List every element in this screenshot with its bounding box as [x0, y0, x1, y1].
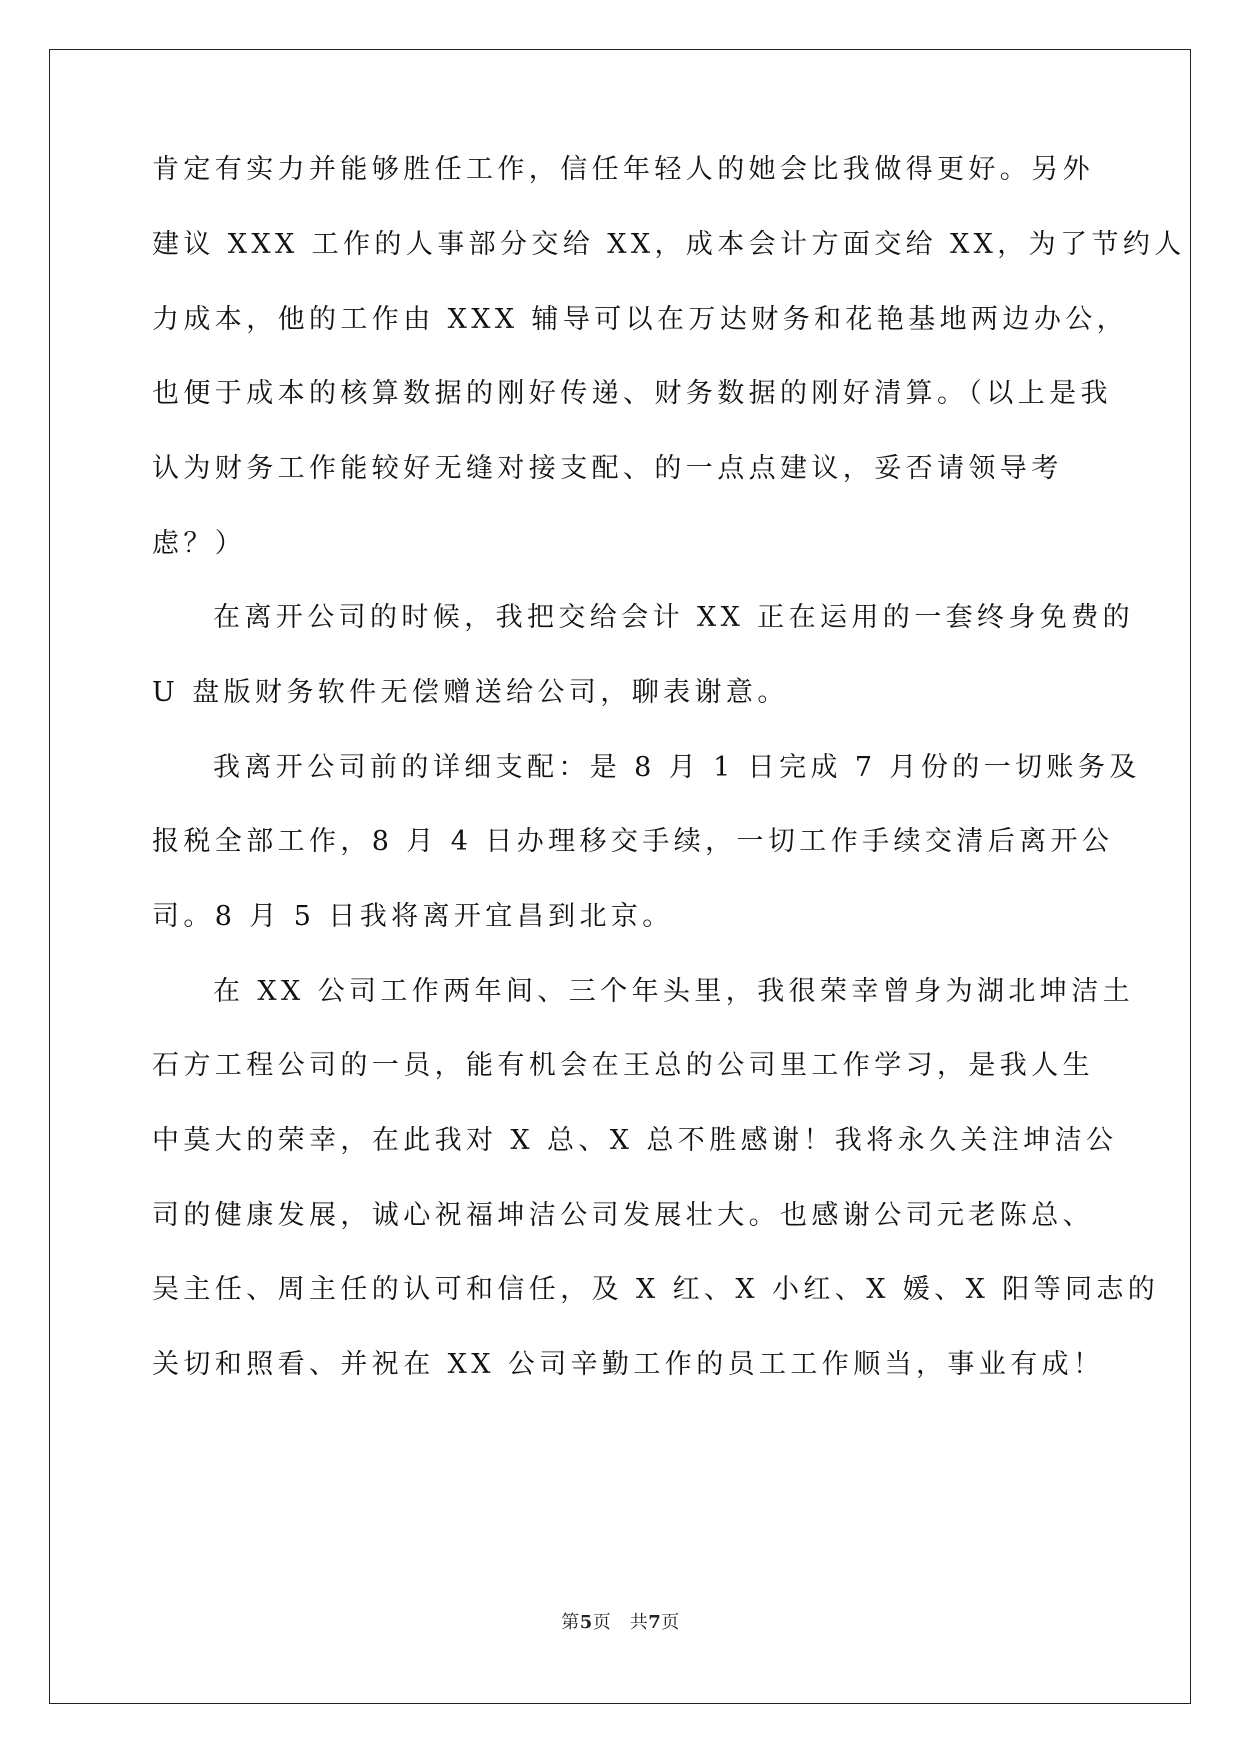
body-line-9: 我离开公司前的详细支配：是 8 月 1 日完成 7 月份的一切账务及	[213, 752, 1141, 783]
footer-suffix: 页	[661, 1612, 680, 1633]
body-line-11: 司。8 月 5 日我将离开宜昌到北京。	[152, 901, 674, 932]
body-line-7: 在离开公司的时候，我把交给会计 XX 正在运用的一套终身免费的	[213, 602, 1135, 633]
page-border	[49, 49, 1191, 1704]
body-line-5: 认为财务工作能较好无缝对接支配、的一点点建议，妥否请领导考	[152, 453, 1063, 484]
body-line-6: 虑？）	[152, 528, 247, 559]
body-line-3: 力成本，他的工作由 XXX 辅导可以在万达财务和花艳基地两边办公，	[152, 304, 1129, 335]
total-page-number: 7	[648, 1612, 662, 1633]
body-line-14: 中莫大的荣幸，在此我对 X 总、X 总不胜感谢！我将永久关注坤洁公	[152, 1125, 1118, 1156]
page-footer	[0, 1608, 1241, 1634]
body-line-12: 在 XX 公司工作两年间、三个年头里，我很荣幸曾身为湖北坤洁土	[213, 976, 1135, 1007]
body-line-2: 建议 XXX 工作的人事部分交给 XX，成本会计方面交给 XX，为了节约人	[152, 229, 1186, 260]
body-line-8: U 盘版财务软件无偿赠送给公司，聊表谢意。	[152, 677, 789, 708]
body-line-1: 肯定有实力并能够胜任工作，信任年轻人的她会比我做得更好。另外	[152, 154, 1094, 185]
body-line-13: 石方工程公司的一员，能有机会在王总的公司里工作学习，是我人生	[152, 1050, 1094, 1081]
body-line-17: 关切和照看、并祝在 XX 公司辛勤工作的员工工作顺当，事业有成！	[152, 1349, 1105, 1380]
footer-mid: 页 共	[592, 1612, 649, 1633]
body-line-16: 吴主任、周主任的认可和信任，及 X 红、X 小红、X 媛、X 阳等同志的	[152, 1274, 1160, 1305]
footer-prefix: 第	[561, 1612, 580, 1633]
body-line-4: 也便于成本的核算数据的刚好传递、财务数据的刚好清算。（以上是我	[152, 378, 1112, 409]
current-page-number: 5	[579, 1612, 593, 1633]
body-line-10: 报税全部工作，8 月 4 日办理移交手续，一切工作手续交清后离开公	[152, 826, 1114, 857]
body-line-15: 司的健康发展，诚心祝福坤洁公司发展壮大。也感谢公司元老陈总、	[152, 1200, 1094, 1231]
